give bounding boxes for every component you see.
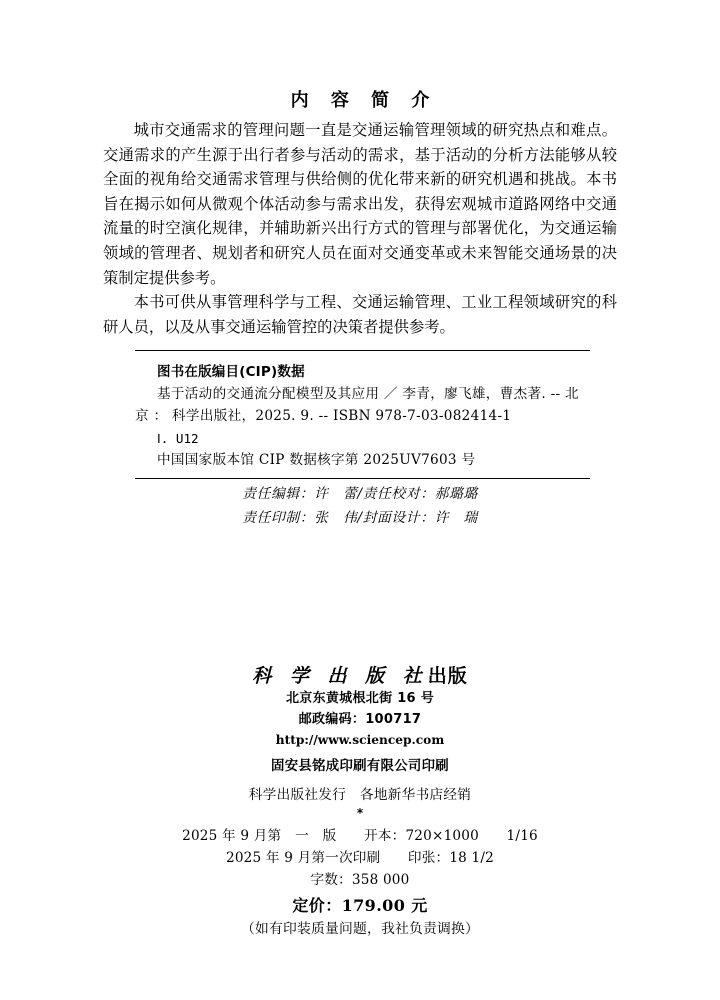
cip-data-block xyxy=(135,350,590,479)
abstract-paragraph-1: 城市交通需求的管理问题一直是交通运输管理领域的研究热点和难点。交通需求的产生源于出行者参与活动的需求，基于活动的分析方法能够从较全面的视角给交通需求管理与供给侧的优化带来新的研究机遇和挑战。本书旨在揭示如何从微观个体活动参与需求出发，获得宏观城市道路网络中交通流量的时空演化规律，并辅助新兴出行方式的管理与部署优化，为交通运输领域的管理者、规划者和研究人员在面对交通变革或未来智能交通场景的决策制定提供参考。 xyxy=(103,121,617,287)
publisher-logo-text: 科 学 出 版 社 xyxy=(252,665,428,687)
publication-specs xyxy=(0,825,720,891)
printer-name: 固安县铭成印刷有限公司印刷 xyxy=(271,759,449,774)
distribution-info: 科学出版社发行 各地新华书店经销 xyxy=(248,787,472,803)
quality-notice: （如有印装质量问题，我社负责调换） xyxy=(241,921,479,937)
publisher-logo xyxy=(0,663,720,689)
publisher-imprint-block xyxy=(0,663,720,940)
cip-heading: 图书在版编目(CIP)数据 xyxy=(157,364,305,380)
editorial-credits xyxy=(0,482,720,530)
credits-printing-cover: 责任印制：张 伟/封面设计：许 瑞 xyxy=(242,510,478,526)
word-count: 字数：358 000 xyxy=(310,872,410,888)
page-title: 内 容 简 介 xyxy=(290,90,438,111)
abstract-body xyxy=(103,118,617,339)
publisher-logo-suffix: 出版 xyxy=(427,665,468,687)
impression-line: 2025 年 9 月第一次印刷 印张：18 1/2 xyxy=(225,850,495,866)
price: 定价：179.00 元 xyxy=(292,896,428,915)
cip-bibliographic-entry: 基于活动的交通流分配模型及其应用 ／ 李青，廖飞雄，曹杰著. -- 北京 ： 科学出版社，2025. 9. -- ISBN 978-7-03-082414-1 xyxy=(135,386,579,424)
separator-asterisk: * xyxy=(356,806,364,820)
credits-editor-proofreader: 责任编辑：许 蕾/责任校对：郝璐璐 xyxy=(242,486,478,502)
edition-line: 2025 年 9 月第 一 版 开本：720×1000 1/16 xyxy=(182,828,538,844)
cip-classification-number: Ⅰ. U12 xyxy=(157,431,199,446)
abstract-paragraph-2: 本书可供从事管理科学与工程、交通运输管理、工业工程领域研究的科研人员，以及从事交通运输管控的决策者提供参考。 xyxy=(103,293,617,336)
cip-verification-number: 中国国家版本馆 CIP 数据核字第 2025UV7603 号 xyxy=(157,451,476,468)
publisher-postal-code: 邮政编码：100717 xyxy=(298,711,422,727)
publisher-website-url: http://www.sciencep.com xyxy=(275,733,445,747)
publisher-address: 北京东黄城根北街 16 号 xyxy=(285,691,435,706)
